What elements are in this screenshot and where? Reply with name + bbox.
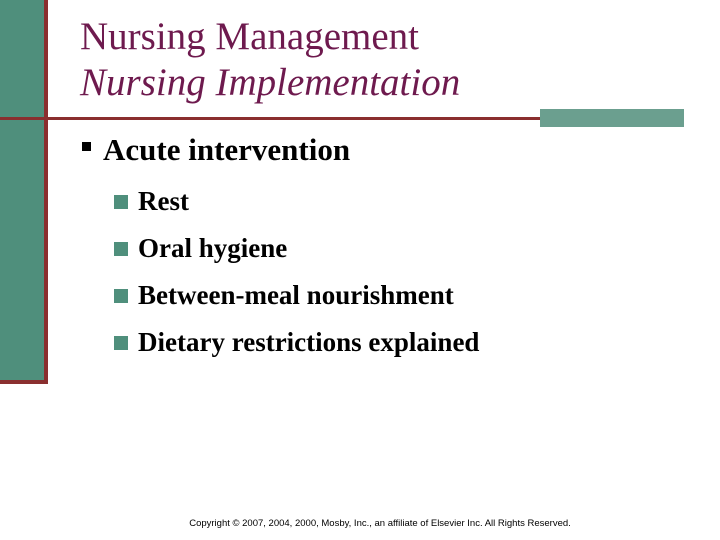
square-bullet-icon — [114, 242, 128, 256]
main-bullet-text: Acute intervention — [103, 132, 351, 167]
list-item — [114, 183, 479, 230]
list-item-text: Oral hygiene — [138, 233, 288, 263]
left-accent-foot — [0, 380, 48, 384]
list-item — [114, 230, 479, 277]
list-item-text: Dietary restrictions explained — [138, 327, 480, 357]
list-item — [114, 324, 479, 371]
copyright-footer: Copyright © 2007, 2004, 2000, Mosby, Inc., an affiliate of Elsevier Inc. All Rights Reserved. — [189, 518, 571, 529]
slide-title-line2: Nursing Implementation — [80, 61, 461, 104]
slide-title-line1: Nursing Management — [80, 15, 420, 58]
list-item-text: Between-meal nourishment — [138, 280, 454, 310]
square-bullet-icon — [114, 289, 128, 303]
sub-bullet-list — [114, 183, 479, 371]
slide-title — [80, 14, 460, 106]
square-bullet-icon — [82, 142, 91, 151]
list-item-text: Rest — [138, 186, 189, 216]
list-item — [114, 277, 479, 324]
left-accent-edge — [44, 0, 48, 382]
square-bullet-icon — [114, 195, 128, 209]
main-bullet — [82, 132, 350, 168]
square-bullet-icon — [114, 336, 128, 350]
left-accent-bar — [0, 0, 44, 382]
title-accent-block — [540, 109, 684, 127]
